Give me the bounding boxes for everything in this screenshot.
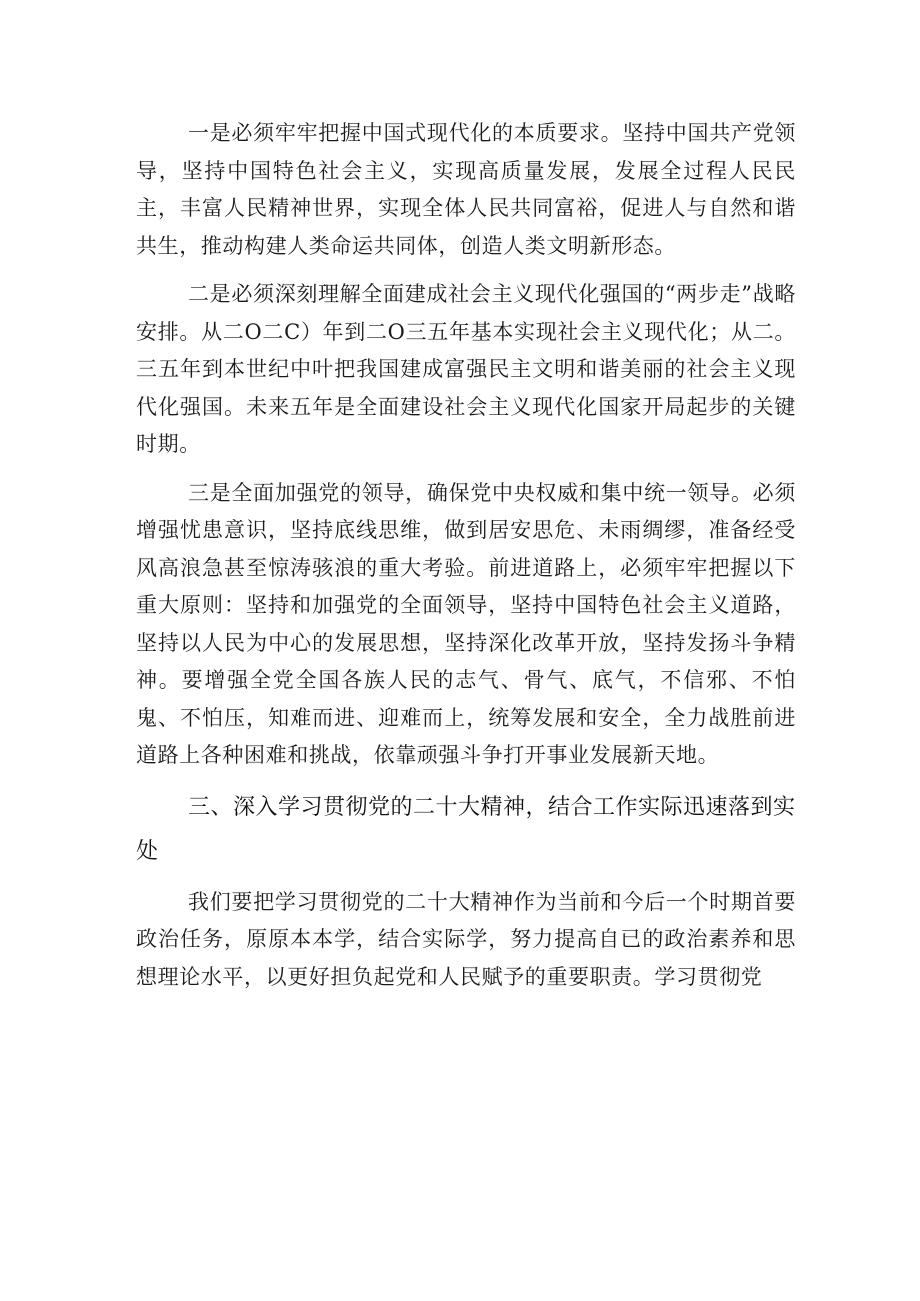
paragraph-study-implementation: 我们要把学习贯彻党的二十大精神作为当前和今后一个时期首要政治任务，原原本本学，结合实际学，努力提高自已的政治素养和思想理论水平，以更好担负起党和人民赋予的重要职责。学习贯彻党: [136, 889, 796, 989]
section-heading-three: 三、深入学习贯彻党的二十大精神，结合工作实际迅速落到实处: [136, 794, 796, 864]
paragraph-party-leadership: 三是全面加强党的领导，确保党中央权威和集中统一领导。必须增强忧患意识，坚持底线思维，做到居安思危、未雨绸缪，准备经受风高浪急甚至惊涛骇浪的重大考验。前进道路上，必须牢牢把握以下重大原则：坚持和加强党的全面领导，坚持中国特色社会主义道路，坚持以人民为中心的发展思想，坚持深化改革开放，坚持发扬斗争精神。要增强全党全国各族人民的志气、骨气、底气，不信邪、不怕鬼、不怕压，知难而进、迎难而上，统筹发展和安全，全力战胜前进道路上各种困难和挑战，依靠顽强斗争打开事业发展新天地。: [136, 480, 796, 767]
paragraph-essential-requirements: 一是必须牢牢把握中国式现代化的本质要求。坚持中国共产党领导，坚持中国特色社会主义，实现高质量发展，发展全过程人民民主，丰富人民精神世界，实现全体人民共同富裕，促进人与自然和谐共生，推动构建人类命运共同体，创造人类文明新形态。: [136, 121, 796, 258]
paragraph-two-step-strategy: 二是必须深刻理解全面建成社会主义现代化强国的“两步走”战略安排。从二O二C）年到二O三五年基本实现社会主义现代化；从二。三五年到本世纪中叶把我国建成富强民主文明和谐美丽的社会主义现代化强国。未来五年是全面建设社会主义现代化国家开局起步的关键时期。: [136, 282, 796, 456]
document-body: [136, 115, 796, 996]
